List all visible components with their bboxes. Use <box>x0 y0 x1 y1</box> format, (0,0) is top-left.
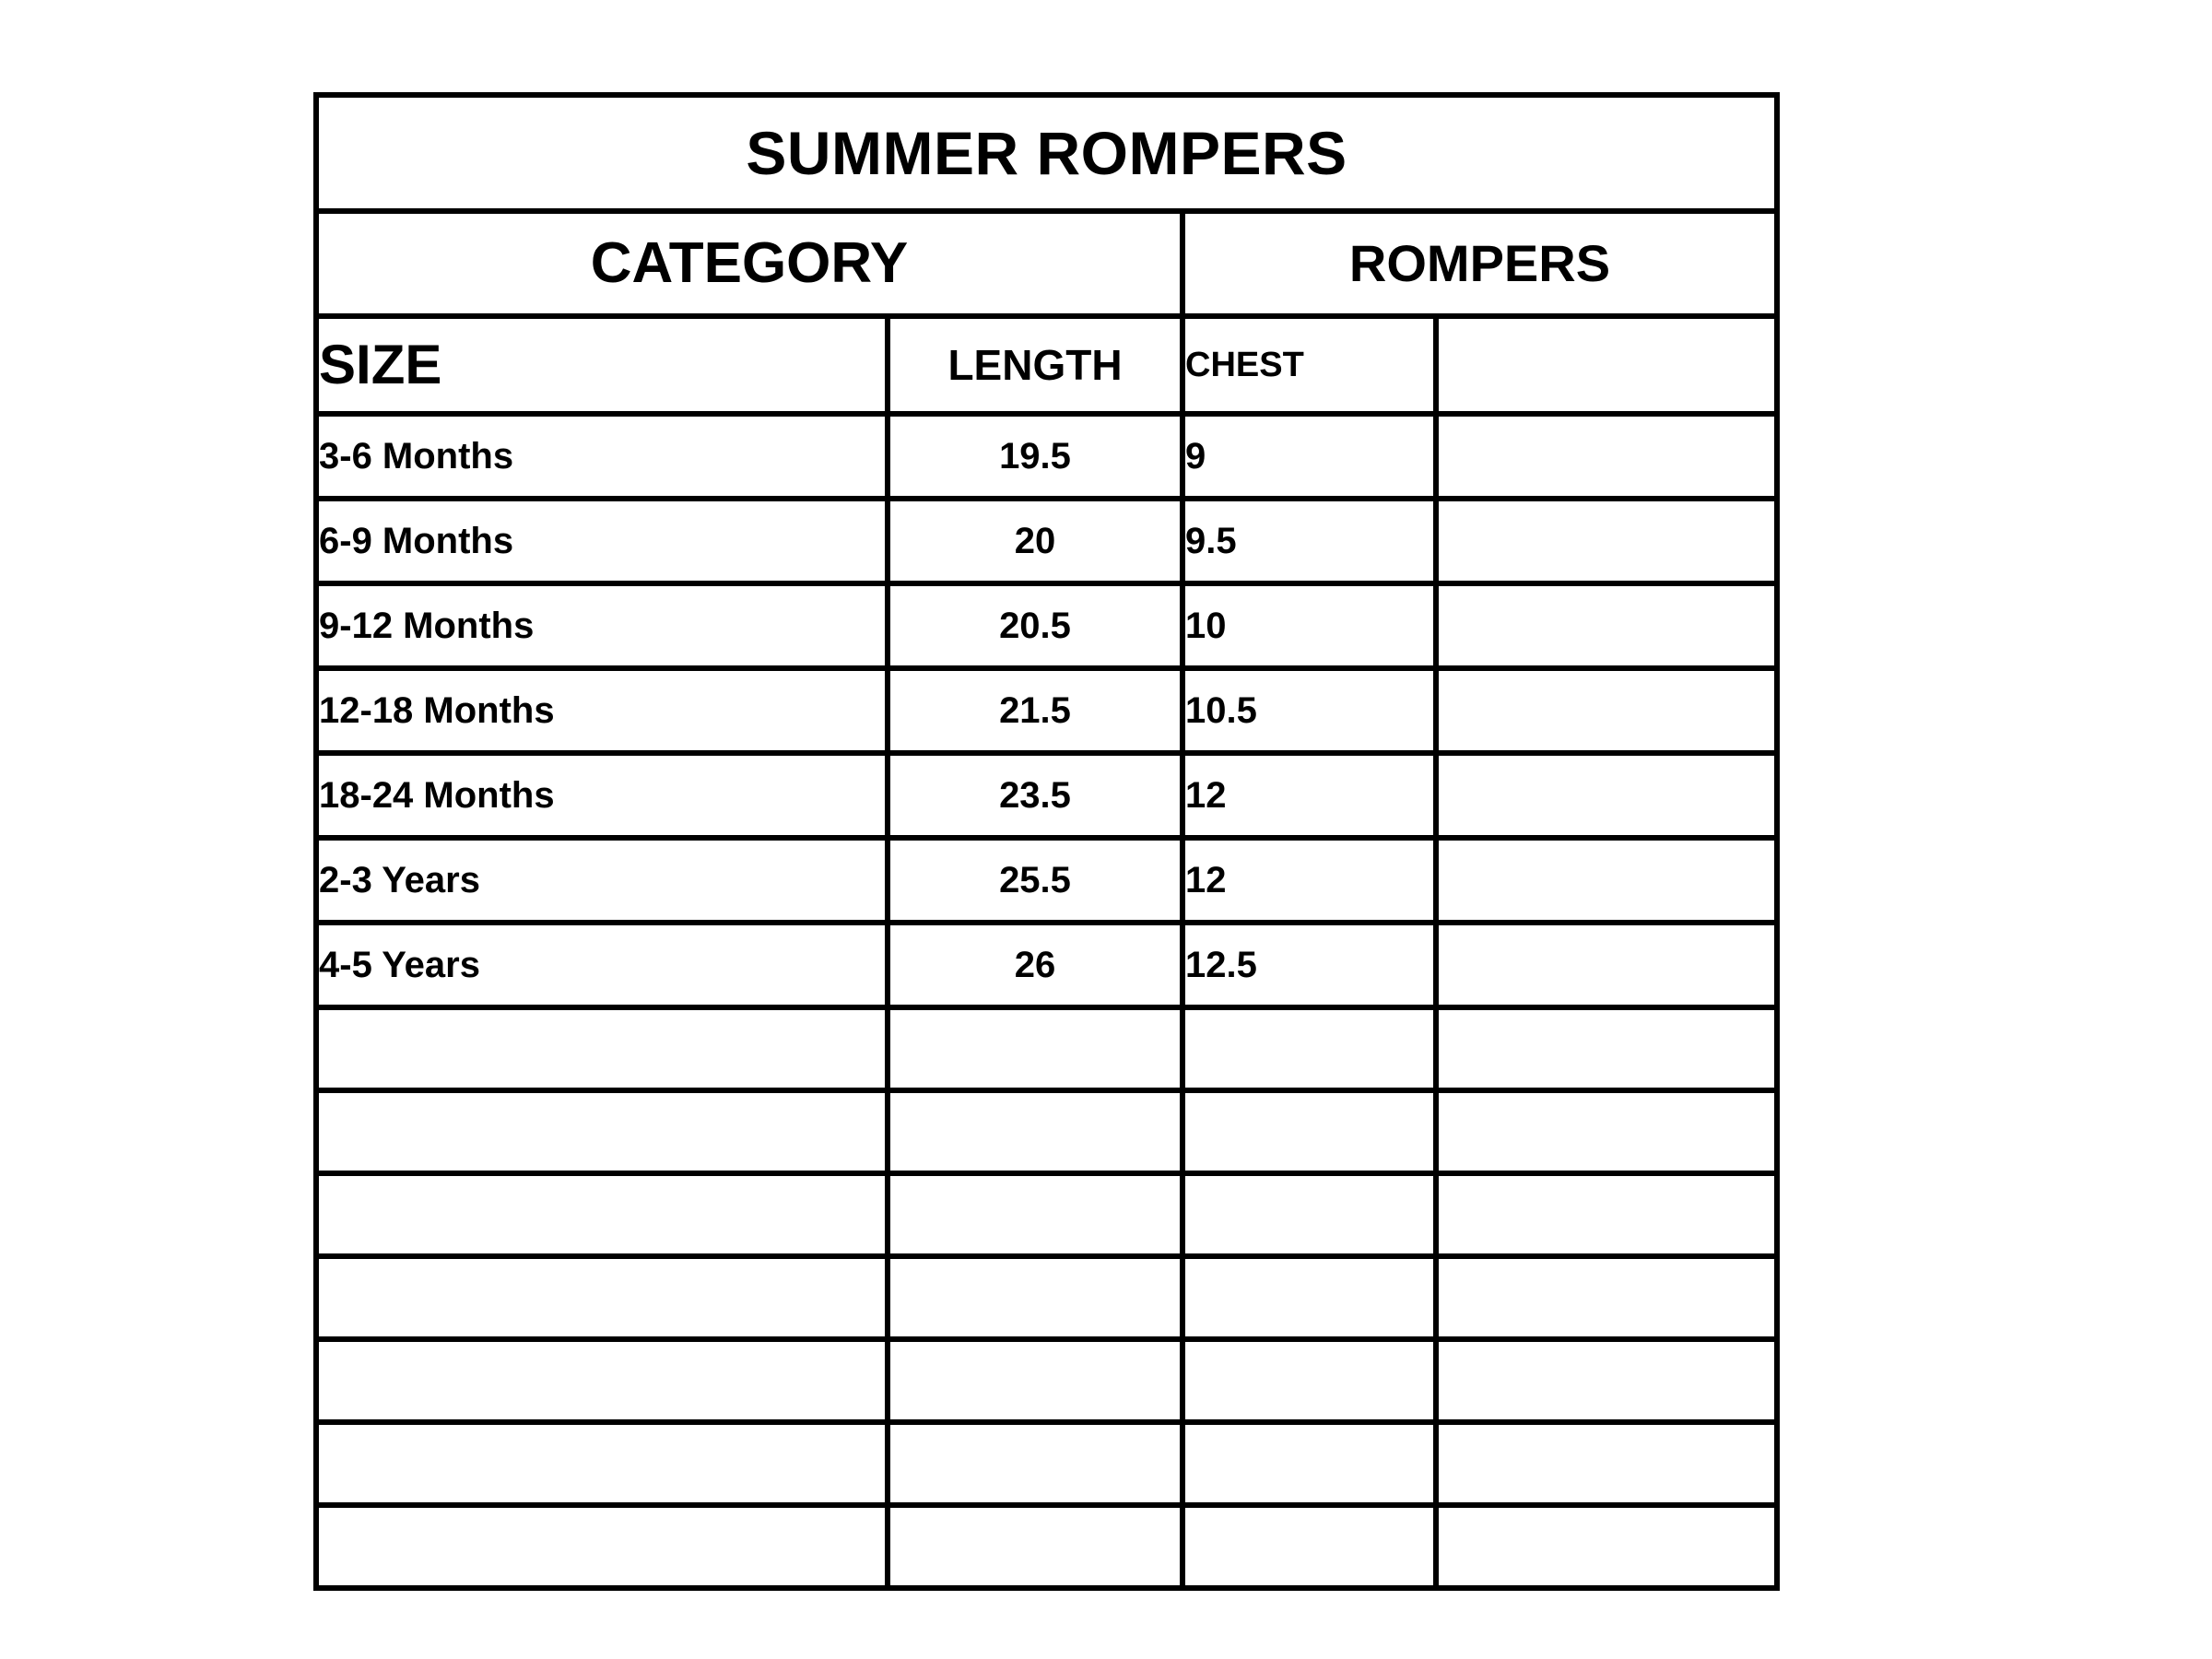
cell-extra <box>1436 753 1777 838</box>
cell-extra <box>1436 1007 1777 1090</box>
cell-length: 23.5 <box>888 753 1182 838</box>
cell-extra <box>1436 414 1777 499</box>
cell-chest <box>1182 1256 1436 1339</box>
cell-size: 18-24 Months <box>316 753 888 838</box>
table-row <box>316 583 1777 668</box>
size-chart-sheet <box>313 92 1611 1591</box>
cell-length <box>888 1173 1182 1256</box>
cell-extra <box>1436 499 1777 583</box>
table-row-empty <box>316 1007 1777 1090</box>
cell-chest: 10.5 <box>1182 668 1436 753</box>
cell-extra <box>1436 1505 1777 1588</box>
column-header-size: SIZE <box>316 316 888 414</box>
category-value: ROMPERS <box>1182 211 1777 316</box>
table-row <box>316 668 1777 753</box>
cell-size <box>316 1173 888 1256</box>
cell-chest: 12 <box>1182 838 1436 923</box>
cell-extra <box>1436 1173 1777 1256</box>
cell-chest <box>1182 1173 1436 1256</box>
column-header-row <box>316 316 1777 414</box>
cell-length: 25.5 <box>888 838 1182 923</box>
cell-extra <box>1436 1422 1777 1505</box>
cell-length: 19.5 <box>888 414 1182 499</box>
cell-size: 3-6 Months <box>316 414 888 499</box>
cell-chest <box>1182 1007 1436 1090</box>
cell-chest: 12 <box>1182 753 1436 838</box>
cell-size <box>316 1505 888 1588</box>
cell-size: 4-5 Years <box>316 923 888 1007</box>
document-title: SUMMER ROMPERS <box>316 95 1777 211</box>
size-chart-table <box>313 92 1780 1591</box>
cell-size <box>316 1339 888 1422</box>
cell-extra <box>1436 1090 1777 1173</box>
cell-extra <box>1436 923 1777 1007</box>
column-header-extra <box>1436 316 1777 414</box>
table-row <box>316 838 1777 923</box>
table-row-empty <box>316 1173 1777 1256</box>
table-row-empty <box>316 1256 1777 1339</box>
cell-chest: 9.5 <box>1182 499 1436 583</box>
cell-chest <box>1182 1422 1436 1505</box>
table-row <box>316 923 1777 1007</box>
category-label: CATEGORY <box>316 211 1182 316</box>
cell-size <box>316 1090 888 1173</box>
column-header-chest: CHEST <box>1182 316 1436 414</box>
column-header-length: LENGTH <box>888 316 1182 414</box>
cell-chest <box>1182 1090 1436 1173</box>
cell-length: 20 <box>888 499 1182 583</box>
table-row <box>316 414 1777 499</box>
cell-length <box>888 1007 1182 1090</box>
cell-size: 2-3 Years <box>316 838 888 923</box>
cell-chest <box>1182 1505 1436 1588</box>
table-row-empty <box>316 1339 1777 1422</box>
cell-length: 21.5 <box>888 668 1182 753</box>
cell-size: 9-12 Months <box>316 583 888 668</box>
cell-extra <box>1436 583 1777 668</box>
table-row-empty <box>316 1505 1777 1588</box>
cell-size <box>316 1007 888 1090</box>
table-row <box>316 753 1777 838</box>
cell-length <box>888 1339 1182 1422</box>
cell-extra <box>1436 1256 1777 1339</box>
category-row <box>316 211 1777 316</box>
cell-size <box>316 1422 888 1505</box>
title-row <box>316 95 1777 211</box>
cell-length <box>888 1505 1182 1588</box>
cell-extra <box>1436 1339 1777 1422</box>
cell-chest <box>1182 1339 1436 1422</box>
cell-extra <box>1436 668 1777 753</box>
cell-length: 20.5 <box>888 583 1182 668</box>
cell-chest: 10 <box>1182 583 1436 668</box>
cell-chest: 12.5 <box>1182 923 1436 1007</box>
table-row <box>316 499 1777 583</box>
cell-size: 12-18 Months <box>316 668 888 753</box>
table-row-empty <box>316 1422 1777 1505</box>
cell-length <box>888 1256 1182 1339</box>
cell-size: 6-9 Months <box>316 499 888 583</box>
cell-size <box>316 1256 888 1339</box>
cell-length <box>888 1422 1182 1505</box>
cell-length <box>888 1090 1182 1173</box>
table-row-empty <box>316 1090 1777 1173</box>
cell-extra <box>1436 838 1777 923</box>
cell-length: 26 <box>888 923 1182 1007</box>
cell-chest: 9 <box>1182 414 1436 499</box>
